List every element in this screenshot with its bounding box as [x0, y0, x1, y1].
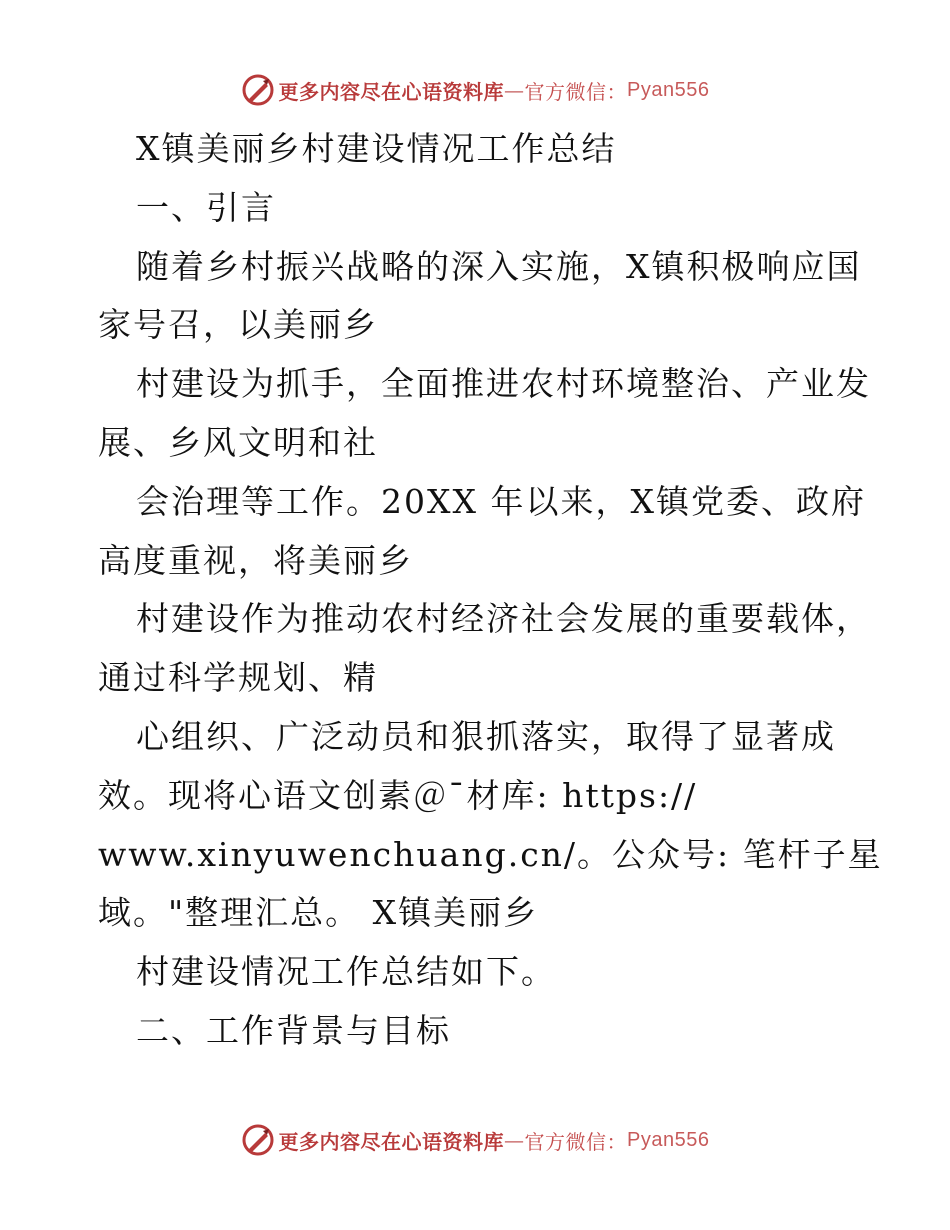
- section-heading-background: 二、工作背景与目标: [136, 1010, 451, 1050]
- document-title: X镇美丽乡村建设情况工作总结: [136, 129, 617, 168]
- paragraph-line: 村建设情况工作总结如下。: [136, 952, 556, 992]
- paragraph-line: 心组织、广泛动员和狠抓落实，取得了显著成: [136, 716, 836, 756]
- paragraph-line: 效。现将心语文创素＠¯材库: https://: [98, 775, 698, 815]
- paragraph-line: 村建设为抓手，全面推进农村环境整治、产业发: [136, 364, 871, 404]
- document-body: [98, 120, 883, 1061]
- paragraph-line: 会治理等工作。20XX 年以来，X镇党委、政府: [136, 481, 866, 521]
- banner-wechat-label: 官方微信：: [524, 1129, 628, 1154]
- banner-dash: —: [504, 78, 525, 102]
- paragraph-line: 村建设作为推动农村经济社会发展的重要载体，: [136, 599, 871, 639]
- footer-watermark-banner: [0, 1120, 950, 1160]
- paragraph-line: 展、乡风文明和社: [98, 422, 378, 462]
- banner-wechat-id: Pyan556: [627, 78, 710, 101]
- paragraph-line: 高度重视，将美丽乡: [98, 540, 413, 580]
- banner-wechat-label: 官方微信：: [524, 79, 628, 104]
- paragraph-line: 通过科学规划、精: [98, 658, 378, 698]
- paragraph-line: 随着乡村振兴战略的深入实施，X镇积极响应国: [136, 246, 862, 286]
- quill-pen-logo-icon: [241, 1123, 275, 1157]
- quill-pen-logo-icon: [241, 73, 275, 107]
- paragraph-line: www.xinyuwenchuang.cn/。公众号: 笔杆子星: [98, 834, 883, 874]
- header-watermark-banner: [0, 70, 950, 110]
- banner-wechat-id: Pyan556: [627, 1128, 710, 1151]
- paragraph-line: 域。"整理汇总。 X镇美丽乡: [98, 893, 539, 933]
- section-heading-intro: 一、引言: [136, 187, 276, 227]
- banner-dash: —: [504, 1128, 525, 1152]
- paragraph-line: 家号召，以美丽乡: [98, 305, 378, 345]
- banner-site-text: 更多内容尽在心语资料库: [278, 79, 505, 104]
- banner-site-text: 更多内容尽在心语资料库: [278, 1129, 505, 1154]
